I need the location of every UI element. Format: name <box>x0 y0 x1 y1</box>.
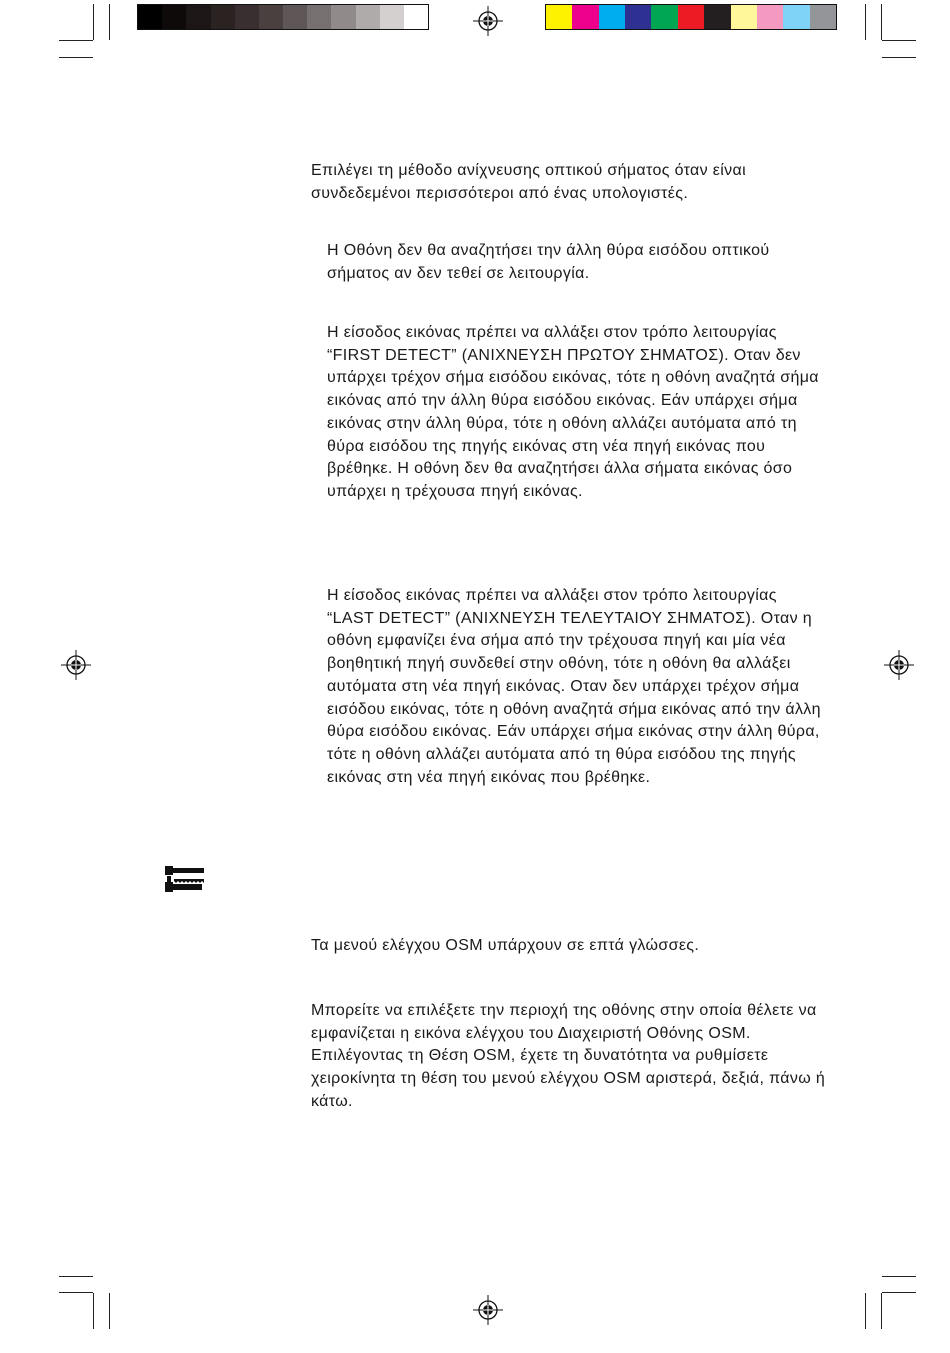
color-swatch <box>783 5 809 29</box>
crop-mark <box>865 1293 866 1329</box>
paragraph-languages: Τα μενού ελέγχου OSM υπάρχουν σε επτά γλώσσες. <box>311 937 700 954</box>
color-swatch <box>651 5 677 29</box>
color-swatch <box>757 5 783 29</box>
grayscale-bar <box>137 4 429 30</box>
crop-mark <box>93 1293 94 1329</box>
gray-swatch <box>283 5 307 29</box>
tools-icon <box>162 862 206 896</box>
crop-mark <box>882 1292 916 1293</box>
gray-swatch <box>331 5 355 29</box>
crop-mark <box>882 57 916 58</box>
paragraph-detection-intro: Επιλέγει τη μέθοδο ανίχνευσης οπτικού σήματος όταν είναι συνδεδεμένοι περισσότεροι από ένας υπολογιστές. <box>311 162 747 202</box>
crop-mark <box>881 4 882 40</box>
crop-mark <box>93 4 94 40</box>
color-swatch <box>599 5 625 29</box>
paragraph-osm-position: Μπορείτε να επιλέξετε την περιοχή της οθόνης στην οποία θέλετε να εμφανίζεται η εικόνα ελέγχου του Διαχειριστή Οθόνης OSM. Επιλέγοντας τη Θέση OSM, έχετε τη δυνατότητα να ρυθμίσετε χειροκίνητα τη θέση του μενού ελέγχου OSM αριστερά, δεξιά, πάνω ή κάτω. <box>311 1002 826 1110</box>
color-swatch <box>625 5 651 29</box>
gray-swatch <box>138 5 162 29</box>
crop-mark <box>882 40 916 41</box>
crop-mark <box>59 40 93 41</box>
gray-swatch <box>404 5 428 29</box>
color-swatch <box>546 5 572 29</box>
crop-mark <box>882 1276 916 1277</box>
crop-mark <box>109 1293 110 1329</box>
registration-mark-icon <box>61 650 91 680</box>
color-swatch <box>731 5 757 29</box>
crop-mark <box>59 1276 93 1277</box>
gray-swatch <box>259 5 283 29</box>
gray-swatch <box>235 5 259 29</box>
gray-swatch <box>307 5 331 29</box>
color-swatch <box>572 5 598 29</box>
gray-swatch <box>186 5 210 29</box>
crop-mark <box>109 4 110 40</box>
gray-swatch <box>380 5 404 29</box>
color-swatch <box>678 5 704 29</box>
paragraph-first-detect: Η είσοδος εικόνας πρέπει να αλλάξει στον τρόπο λειτουργίας “FIRST DETECT” (ΑΝΙΧΝΕΥΣΗ ΠΡΩΤΟΥ ΣΗΜΑΤΟΣ). Οταν δεν υπάρχει τρέχον σήμα εισόδου εικόνας, τότε η οθόνη αναζητά σήμα εικόνας από την άλλη θύρα εισόδου εικόνας. Εάν υπάρχει σήμα εικόνας στην άλλη θύρα, τότε η οθόνη αλλάζει αυτόματα από τη θύρα εισόδου της πηγής εικόνας στη νέα πηγή εικόνας που βρέθηκε. Η οθόνη δεν θα αναζητήσει άλλα σήματα εικόνας όσο υπάρχει η τρέχουσα πηγή εικόνας. <box>327 324 819 500</box>
color-swatch <box>704 5 730 29</box>
gray-swatch <box>162 5 186 29</box>
gray-swatch <box>211 5 235 29</box>
crop-mark <box>59 1292 93 1293</box>
color-bar <box>545 4 837 30</box>
gray-swatch <box>356 5 380 29</box>
registration-mark-icon <box>473 6 503 36</box>
crop-mark <box>881 1293 882 1329</box>
crop-mark <box>59 57 93 58</box>
crop-mark <box>865 4 866 40</box>
registration-mark-icon <box>884 650 914 680</box>
paragraph-none: Η Οθόνη δεν θα αναζητήσει την άλλη θύρα εισόδου οπτικού σήματος αν δεν τεθεί σε λειτουργία. <box>327 242 770 282</box>
color-swatch <box>810 5 836 29</box>
registration-mark-icon <box>473 1295 503 1325</box>
paragraph-last-detect: Η είσοδος εικόνας πρέπει να αλλάξει στον τρόπο λειτουργίας “LAST DETECT” (ΑΝΙΧΝΕΥΣΗ ΤΕΛΕΥΤΑΙΟΥ ΣΗΜΑΤΟΣ). Οταν η οθόνη εμφανίζει ένα σήμα από την τρέχουσα πηγή και μία νέα βοηθητική πηγή συνδεθεί στην οθόνη, τότε η οθόνη θα αλλάξει αυτόματα στη νέα πηγή εικόνας. Οταν δεν υπάρχει τρέχον σήμα εισόδου εικόνας, τότε η οθόνη αναζητά σήμα εικόνας από την άλλη θύρα εισόδου εικόνας. Εάν υπάρχει σήμα εικόνας στην άλλη θύρα, τότε η οθόνη αλλάζει αυτόματα από τη θύρα εισόδου της πηγής εικόνας στη νέα πηγή εικόνας που βρέθηκε. <box>327 587 821 786</box>
